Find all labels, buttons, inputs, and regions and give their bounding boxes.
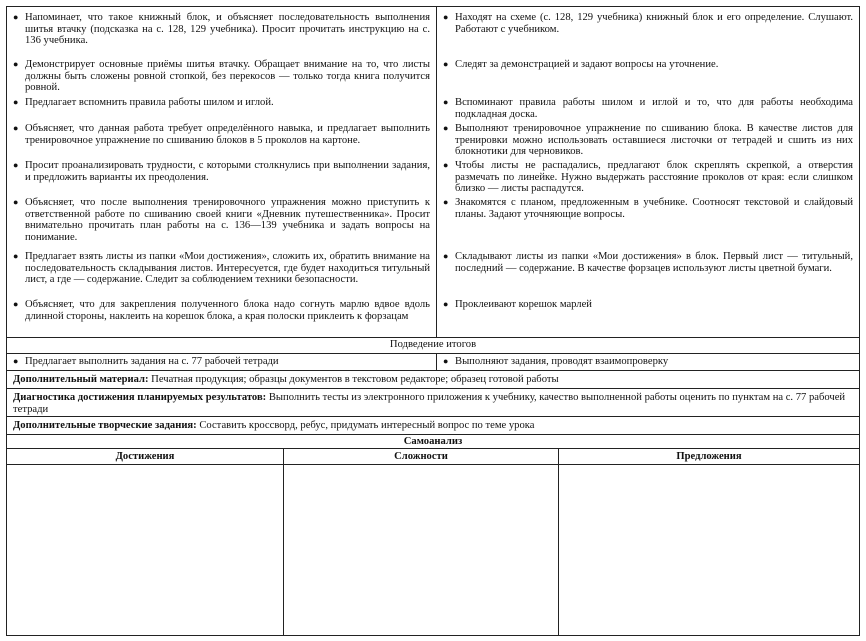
difficulties-cell [284,465,559,635]
creative-tasks-label: Дополнительные творческие задания: [13,420,197,431]
teacher-item: ● Объясняет, что после выполнения тренировочного упражнения можно приступить к ответственной работе по сшиванию своей книги «Дневник путешественника». Просит внимательно прочитать план работы на с. 136—139 учебника и задать вопросы на понимание. [13,197,430,243]
bullet-icon: ● [13,299,19,309]
suggestions-header: Предложения [559,449,859,465]
summary-row [7,354,859,371]
extra-material-row [7,371,859,389]
lesson-plan-table [6,6,860,636]
teacher-item: ● Напоминает, что такое книжный блок, и объясняет последовательность выполнения шитья втачку (подсказка на с. 128, 129 учебника). Просит прочитать инструкцию на с. 136 учебника. [13,12,430,47]
diagnostics-row [7,389,859,417]
bullet-icon: ● [443,197,449,207]
creative-tasks-value: Составить кроссворд, ребус, придумать интересный вопрос по теме урока [196,420,535,431]
creative-tasks-row [7,417,859,435]
student-item: ● Чтобы листы не распадались, предлагают блок скреплять скрепкой, а отверстия размечать по линейке. Нужно выдержать расстояние проколов от края: если слишком близко — листы распадутся. [443,160,853,195]
student-item: ● Знакомятся с планом, предложенным в учебнике. Соотносят текстовой и слайдовый планы. Задают уточняющие вопросы. [443,197,853,220]
bullet-icon: ● [443,251,449,261]
student-item: ● Складывают листы из папки «Мои достижения» в блок. Первый лист — титульный, последний — содержание. В качестве форзацев используют листы цветной бумаги. [443,251,853,274]
extra-material-value: Печатная продукция; образцы документов в текстовом редакторе; образец готовой работы [148,374,559,385]
student-item: ● Проклеивают корешок марлей [443,299,592,310]
student-item: ● Вспоминают правила работы шилом и иглой и то, что для работы необходима подкладная доска. [443,97,853,120]
diagnostics-value: Выполнить тесты из электронного приложения к учебнику, качество выполненной работы оценить по пунктам на с. 77 рабочей тетради [13,392,846,415]
student-item: ● Выполняют тренировочное упражнение по сшиванию блока. В качестве листов для тренировки можно использовать оставшиеся листочки от тетрадей и сшить из них блокнотики для черновиков. [443,123,853,158]
teacher-item: ● Объясняет, что данная работа требует определённого навыка, и предлагает выполнить тренировочное упражнение по сшиванию блоков в 5 проколов на картоне. [13,123,430,146]
achievements-header: Достижения [7,449,284,465]
teacher-item: ● Демонстрирует основные приёмы шитья втачку. Обращает внимание на то, что листы должны быть сложены ровной стопкой, без перекосов — только тогда книга получится ровной. [13,59,430,94]
bullet-icon: ● [13,97,19,107]
extra-material-label: Дополнительный материал: [13,374,149,385]
diagnostics-label: Диагностика достижения планируемых результатов: [13,392,267,403]
bullet-icon: ● [443,123,449,133]
student-item: ● Следят за демонстрацией и задают вопросы на уточнение. [443,59,719,70]
difficulties-header: Сложности [284,449,559,465]
bullet-icon: ● [13,160,19,170]
teacher-item: ● Просит проанализировать трудности, с которыми столкнулись при выполнении задания, и предложить варианты их преодоления. [13,160,430,183]
bullet-icon: ● [13,356,19,366]
teacher-item: ● Объясняет, что для закрепления полученного блока надо согнуть марлю вдвое вдоль длинной стороны, наклеить на корешок блока, а края полоски приклеить к форзацам [13,299,430,322]
bullet-icon: ● [13,12,19,22]
creative-tasks-text [13,420,853,432]
teacher-activity-column [7,7,437,337]
diagnostics-text [13,392,853,416]
summary-title: Подведение итогов [7,338,859,354]
bullet-icon: ● [443,299,449,309]
bullet-icon: ● [443,97,449,107]
teacher-item: ● Предлагает вспомнить правила работы шилом и иглой. [13,97,274,108]
bullet-icon: ● [13,197,19,207]
teacher-item: ● Предлагает взять листы из папки «Мои достижения», сложить их, обратить внимание на последовательность складывания листов. Интересуется, где будет находиться титульный лист, а где — содержание. Следит за соблюдением техники безопасности. [13,251,430,286]
student-activity-column [437,7,859,337]
bullet-icon: ● [13,123,19,133]
suggestions-cell [559,465,859,635]
bullet-icon: ● [443,59,449,69]
bullet-icon: ● [443,160,449,170]
self-analysis-table [7,449,859,635]
bullet-icon: ● [443,12,449,22]
summary-teacher-cell [7,354,437,370]
summary-students: ● Выполняют задания, проводят взаимопроверку [443,356,669,367]
summary-students-cell [437,354,859,370]
bullet-icon: ● [443,356,449,366]
summary-teacher: ● Предлагает выполнить задания на с. 77 рабочей тетради [13,356,279,367]
activities-row [7,7,859,338]
bullet-icon: ● [13,59,19,69]
achievements-cell [7,465,284,635]
bullet-icon: ● [13,251,19,261]
extra-material-text [13,374,853,386]
student-item: ● Находят на схеме (с. 128, 129 учебника) книжный блок и его определение. Слушают. Работают с учебником. [443,12,853,35]
self-analysis-title: Самоанализ [7,435,859,449]
